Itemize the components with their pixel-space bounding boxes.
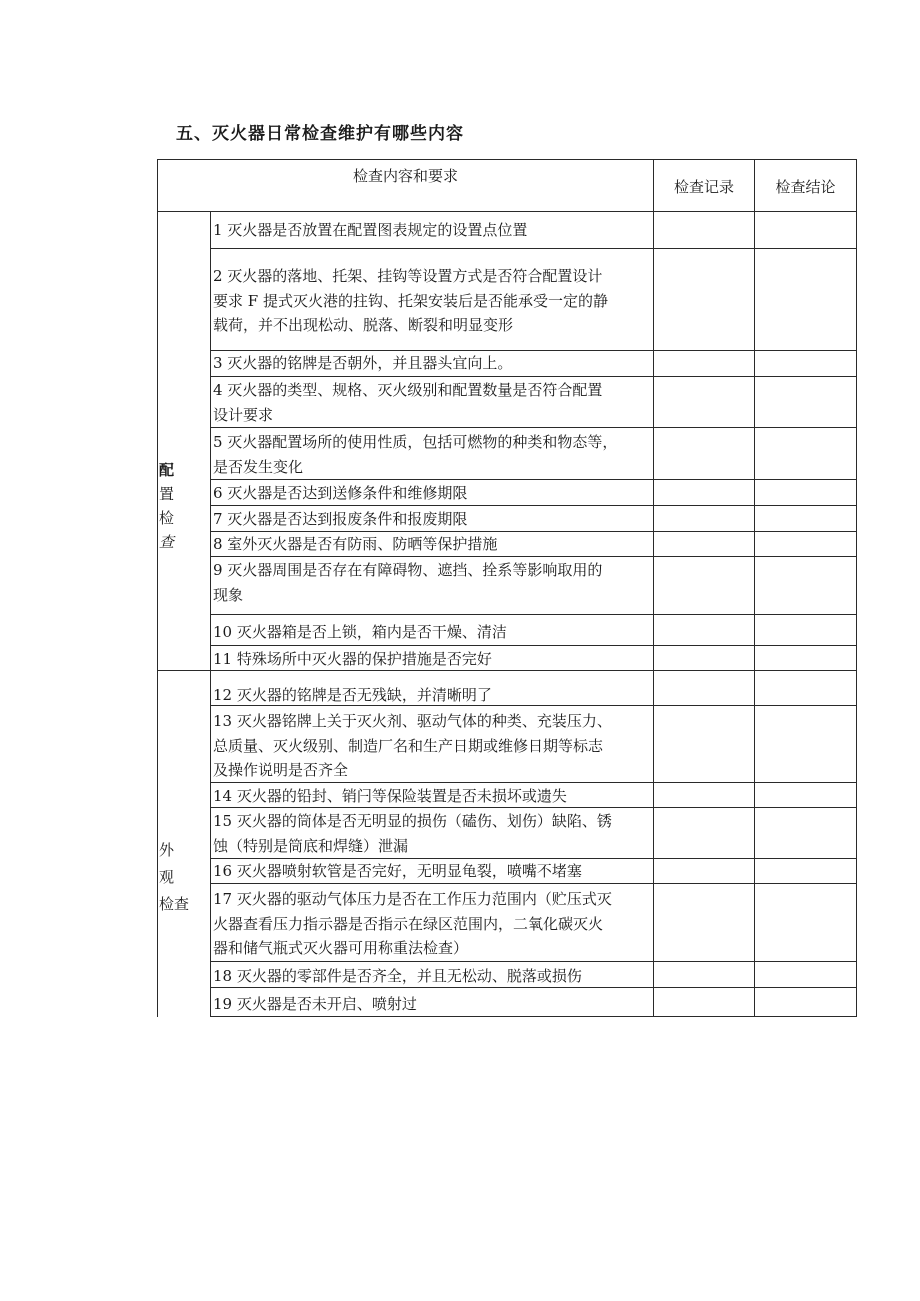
row-text-line: 12 灭火器的铭牌是否无残缺，并清晰明了 xyxy=(213,686,492,704)
table-right-border xyxy=(856,159,857,1017)
group-label-char: 检 xyxy=(159,509,175,527)
row-text-line: 2 灭火器的落地、托架、挂钩等设置方式是否符合配置设计 xyxy=(213,267,603,285)
table-row xyxy=(212,264,654,338)
row-divider xyxy=(210,614,857,615)
row-text-line: 要求 F 提式灭火港的拄钩、托架安装后是否能承受一定的静 xyxy=(213,291,608,310)
header-conclusion: 检查结论 xyxy=(775,178,836,196)
row-text-line: 总质量、灭火级别、制造厂名和生产日期或维修日期等标志 xyxy=(213,736,604,755)
table-row xyxy=(212,378,654,427)
table-row xyxy=(212,620,654,645)
page-title: 五、灭火器日常检查维护有哪些内容 xyxy=(176,124,464,144)
group-label-config-check xyxy=(157,458,209,554)
row-text-line: 11 特殊场所中灭火器的保护措施是否完好 xyxy=(213,650,492,668)
row-divider xyxy=(210,376,857,377)
table-row xyxy=(212,809,654,858)
row-text-line: 16 灭火器喷射软管是否完好，无明显龟裂，喷嘴不堵塞 xyxy=(213,862,582,880)
row-text-line: 现象 xyxy=(213,585,244,604)
row-divider xyxy=(210,479,857,480)
header-content: 检查内容和要求 xyxy=(352,167,458,185)
row-text-line: 4 灭火器的类型、规格、灭火级别和配置数量是否符合配置 xyxy=(213,381,603,399)
table-row xyxy=(212,887,654,961)
conclusion-divider xyxy=(754,159,755,1017)
row-text-line: 及操作说明是否齐全 xyxy=(213,761,349,779)
group-label-appearance-check xyxy=(157,837,209,918)
row-text-line: 10 灭火器箱是否上锁，箱内是否干燥、清洁 xyxy=(213,623,507,641)
inspection-table xyxy=(157,159,857,1017)
table-row xyxy=(212,507,654,532)
row-text-line: 17 灭火器的驱动气体压力是否在工作压力范围内（贮压式灭 xyxy=(213,890,612,908)
table-row xyxy=(212,647,654,672)
table-row xyxy=(212,992,654,1017)
group-label-char: 观 xyxy=(159,868,175,886)
group-label-char: 检查 xyxy=(159,895,190,913)
group-label-char: 查 xyxy=(159,533,175,551)
table-top-border xyxy=(157,159,857,160)
row-text-line: 器和储气瓶式灭火器可用称重法检查） xyxy=(213,939,469,957)
table-row xyxy=(212,558,654,607)
row-text-line: 9 灭火器周围是否存在有障碍物、遮挡、拴系等影响取用的 xyxy=(213,561,603,579)
table-row xyxy=(212,683,654,708)
row-text-line: 13 灭火器铭牌上关于灭火剂、驱动气体的种类、充装压力、 xyxy=(213,712,612,730)
group-label-char: 置 xyxy=(159,485,175,503)
row-text-line: 蚀（特别是筒底和焊缝）泄漏 xyxy=(213,836,409,855)
header-record: 检查记录 xyxy=(673,178,734,196)
table-row xyxy=(212,709,654,783)
table-row xyxy=(212,532,654,557)
row-text-line: 设计要求 xyxy=(213,405,274,424)
row-divider xyxy=(210,961,857,962)
row-text-line: 19 灭火器是否未开启、喷射过 xyxy=(213,995,417,1013)
row-text-line: 是否发生变化 xyxy=(213,457,304,476)
row-text-line: 火器查看压力指示器是否指示在绿区范围内，二氧化碳灭火 xyxy=(213,914,604,933)
group-label-char: 配 xyxy=(159,461,175,479)
row-text-line: 7 灭火器是否达到报废条件和报废期限 xyxy=(213,510,468,528)
table-row xyxy=(212,430,654,479)
group-label-char: 外 xyxy=(159,841,175,859)
row-divider xyxy=(210,645,857,646)
table-row xyxy=(212,859,654,884)
table-row xyxy=(212,784,654,809)
header-bottom-border xyxy=(157,211,857,212)
row-text-line: 18 灭火器的零部件是否齐全，并且无松动、脱落或损伤 xyxy=(213,967,582,985)
row-text-line: 8 室外灭火器是否有防雨、防晒等保护措施 xyxy=(213,535,498,553)
table-row xyxy=(212,218,654,243)
row-text-line: 14 灭火器的铅封、销闩等保险装置是否未损坏或遗失 xyxy=(213,787,567,805)
row-text-line: 载荷，并不出现松动、脱落、断裂和明显变形 xyxy=(213,316,514,334)
table-row xyxy=(212,351,654,376)
row-text-line: 15 灭火器的筒体是否无明显的损伤（磕伤、划伤）缺陷、锈 xyxy=(213,812,612,830)
row-text-line: 1 灭火器是否放置在配置图表规定的设置点位置 xyxy=(213,221,528,239)
row-text-line: 5 灭火器配置场所的使用性质，包括可燃物的种类和物态等， xyxy=(213,433,618,451)
table-row xyxy=(212,481,654,506)
row-text-line: 6 灭火器是否达到送修条件和维修期限 xyxy=(213,484,468,502)
table-row xyxy=(212,964,654,989)
row-divider xyxy=(210,427,857,428)
row-divider xyxy=(210,248,857,249)
row-text-line: 3 灭火器的铭牌是否朝外，并且器头宜向上。 xyxy=(213,354,513,372)
